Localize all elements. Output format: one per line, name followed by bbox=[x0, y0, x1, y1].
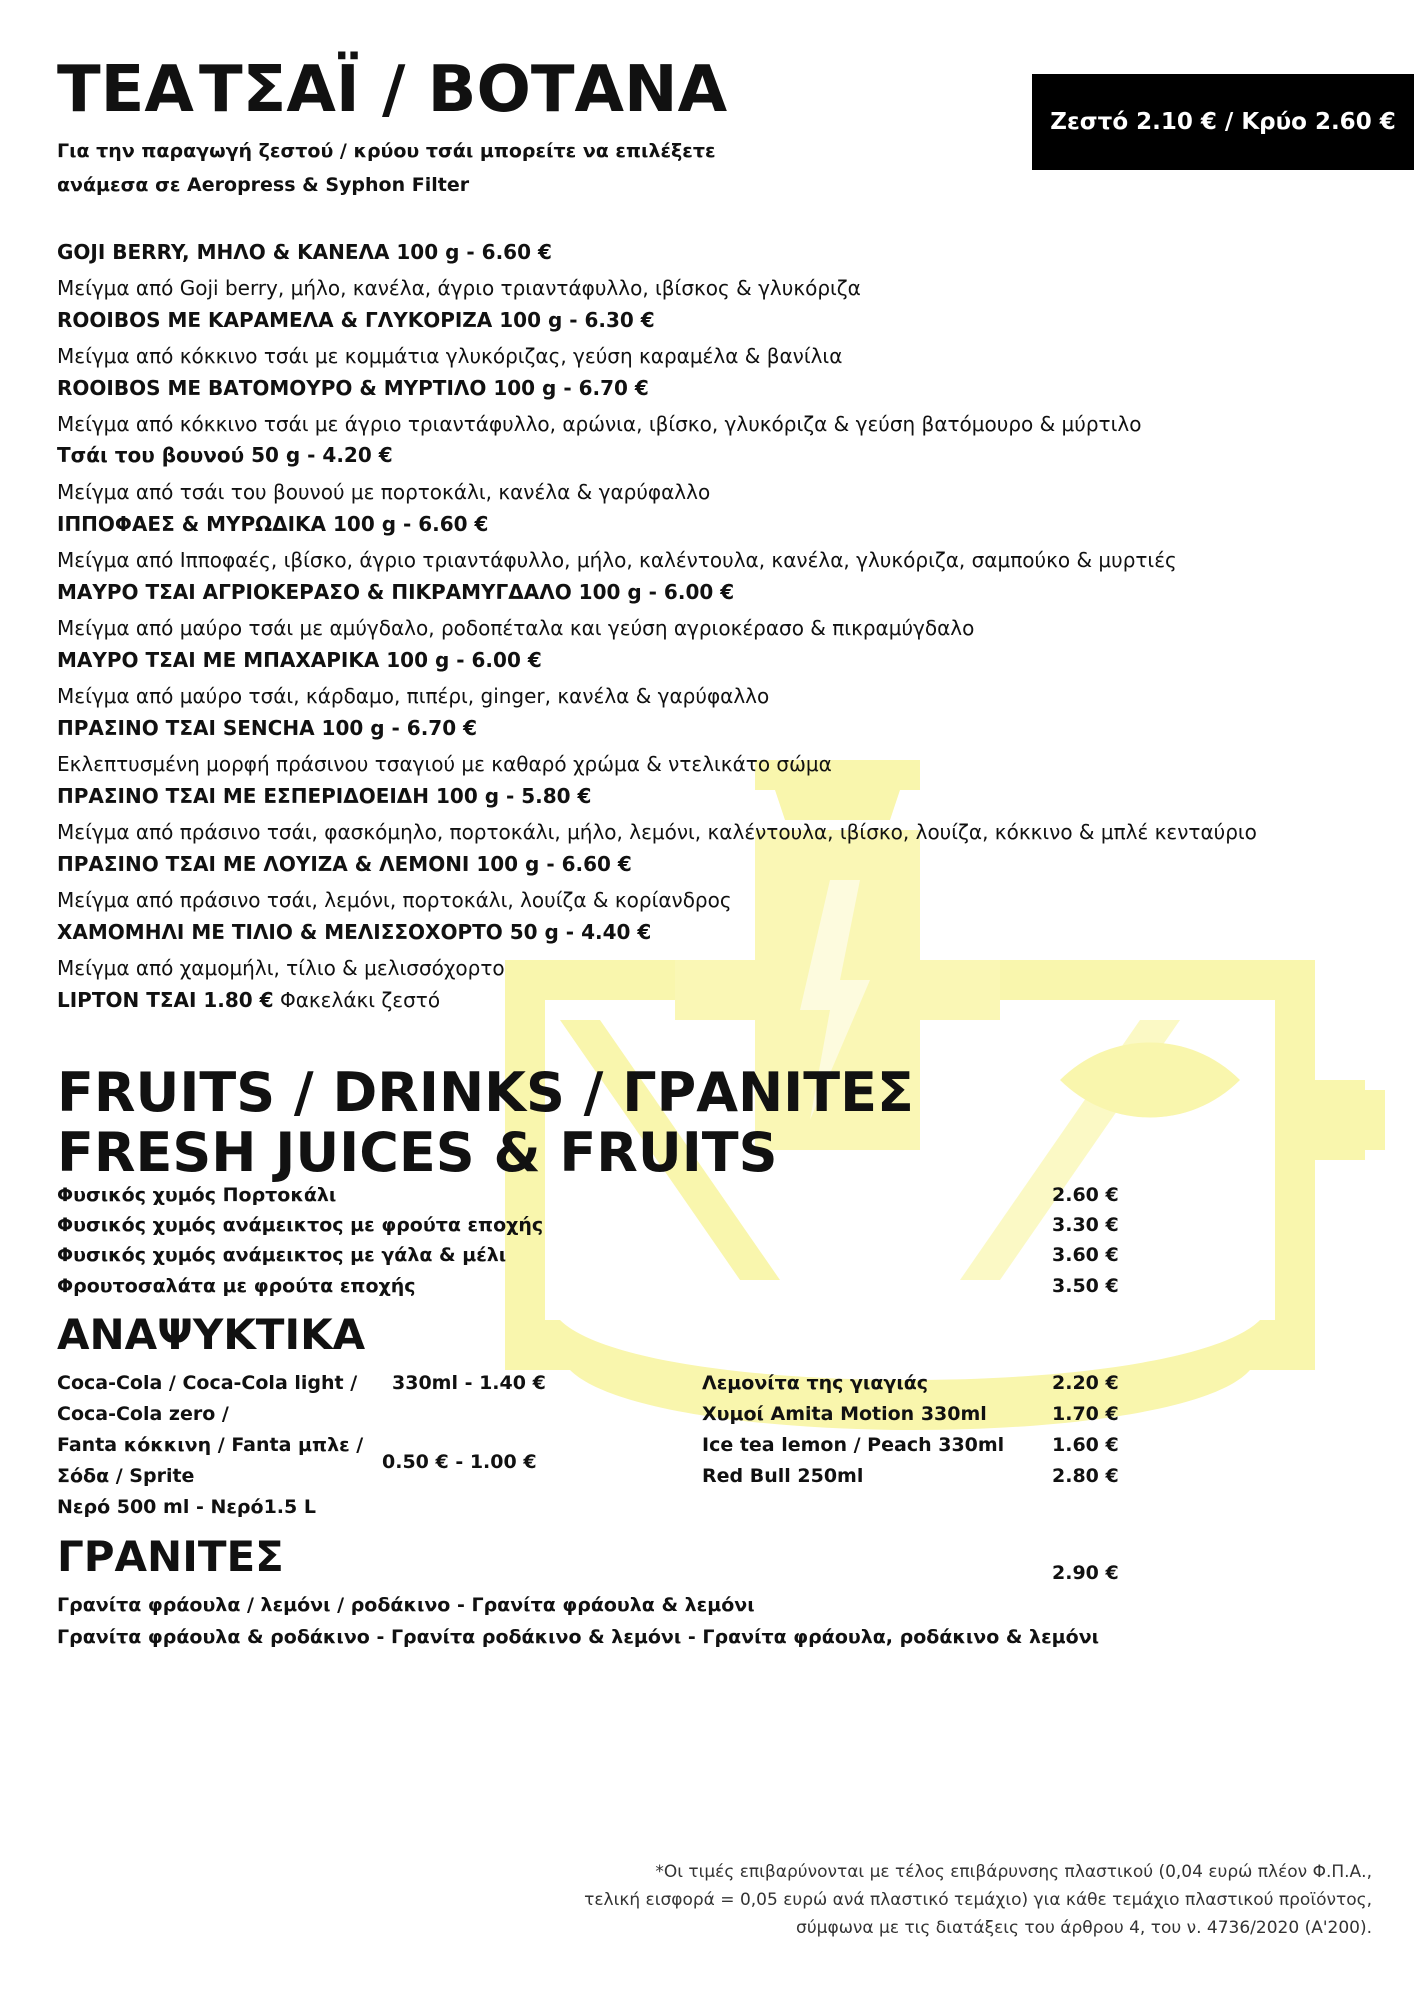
tea-item-name: ΠΡΑΣΙΝΟ ΤΣΑΙ SENCHA 100 g - 6.70 € bbox=[57, 716, 478, 740]
tea-heading bbox=[57, 53, 728, 127]
tea-item-desc: Μείγμα από τσάι του βουνού με πορτοκάλι, κανέλα & γαρύφαλλο bbox=[57, 480, 711, 504]
tea-subtitle: ΤΣΑΪ / ΒΟΤΑΝΑ bbox=[199, 53, 728, 127]
soft-left-line: Coca-Cola zero / bbox=[57, 1403, 229, 1425]
tea-intro-line1: Για την παραγωγή ζεστού / κρύου τσάι μπορείτε να επιλέξετε bbox=[57, 140, 716, 162]
soft-right-price: 2.80 € bbox=[1052, 1465, 1119, 1487]
fruit-item-name: Φυσικός χυμός ανάμεικτος με γάλα & μέλι bbox=[57, 1244, 507, 1266]
tea-item-name: Τσάι του βουνού 50 g - 4.20 € bbox=[57, 443, 393, 467]
granita-line1: Γρανίτα φράουλα / λεμόνι / ροδάκινο - Γρανίτα φράουλα & λεμόνι bbox=[57, 1594, 755, 1616]
soft-right-name: Red Bull 250ml bbox=[702, 1465, 864, 1487]
soft-right-name: Ice tea lemon / Peach 330ml bbox=[702, 1434, 1005, 1456]
tea-item-desc: Μείγμα από Goji berry, μήλο, κανέλα, άγριο τριαντάφυλλο, ιβίσκος & γλυκόριζα bbox=[57, 276, 861, 300]
tea-item-desc: Εκλεπτυσμένη μορφή πράσινου τσαγιού με καθαρό χρώμα & ντελικάτο σώμα bbox=[57, 752, 832, 776]
soft-right-price: 1.60 € bbox=[1052, 1434, 1119, 1456]
soft-left-line: Coca-Cola / Coca-Cola light / bbox=[57, 1372, 358, 1394]
soft-left-line: Νερό 500 ml - Νερό1.5 L bbox=[57, 1496, 316, 1518]
lipton-name: LIPTON ΤΣΑΙ 1.80 € bbox=[57, 988, 274, 1012]
soft-right-price: 2.20 € bbox=[1052, 1372, 1119, 1394]
fanta-price: 0.50 € - 1.00 € bbox=[382, 1451, 537, 1473]
tea-item-name: ROOIBOS ΜΕ ΚΑΡΑΜΕΛΑ & ΓΛΥΚΟΡΙΖΑ 100 g - 6.30 € bbox=[57, 308, 655, 332]
footnote-line1: *Οι τιμές επιβαρύνονται με τέλος επιβάρυνσης πλαστικού (0,04 ευρώ πλέον Φ.Π.Α., bbox=[655, 1862, 1372, 1882]
footnote-line3: σύμφωνα με τις διατάξεις του άρθρου 4, του ν. 4736/2020 (Α'200). bbox=[796, 1918, 1372, 1938]
cola-price: 330ml - 1.40 € bbox=[392, 1372, 546, 1394]
fruit-item-price: 2.60 € bbox=[1052, 1184, 1119, 1206]
tea-item-desc: Μείγμα από χαμομήλι, τίλιο & μελισσόχορτο bbox=[57, 956, 505, 980]
lipton-desc: Φακελάκι ζεστό bbox=[279, 988, 441, 1012]
soft-right-name: Λεμονίτα της γιαγιάς bbox=[702, 1372, 929, 1394]
tea-item-name: GOJI BERRY, ΜΗΛΟ & ΚΑΝΕΛΑ 100 g - 6.60 € bbox=[57, 240, 552, 264]
soft-drinks-title: ΑΝΑΨΥΚΤΙΚΑ bbox=[57, 1310, 366, 1359]
granita-line2: Γρανίτα φράουλα & ροδάκινο - Γρανίτα ροδάκινο & λεμόνι - Γρανίτα φράουλα, ροδάκινο & λεμόνι bbox=[57, 1626, 1100, 1648]
tea-intro-line2: ανάμεσα σε Aeropress & Syphon Filter bbox=[57, 174, 470, 196]
tea-item-name: ΜΑΥΡΟ ΤΣΑΙ ΜΕ ΜΠΑΧΑΡΙΚΑ 100 g - 6.00 € bbox=[57, 648, 542, 672]
fruit-item-price: 3.60 € bbox=[1052, 1244, 1119, 1266]
soft-left-line: Σόδα / Sprite bbox=[57, 1465, 195, 1487]
tea-item-desc: Μείγμα από μαύρο τσάι με αμύγδαλο, ροδοπέταλα και γεύση αγριοκέρασο & πικραμύγδαλο bbox=[57, 616, 975, 640]
tea-item-name: ΙΠΠΟΦΑΕΣ & ΜΥΡΩΔΙΚΑ 100 g - 6.60 € bbox=[57, 512, 489, 536]
tea-item-desc: Μείγμα από κόκκινο τσάι με άγριο τριαντάφυλλο, αρώνια, ιβίσκο, γλυκόριζα & γεύση βατόμουρο & μύρτιλο bbox=[57, 412, 1142, 436]
tea-item-name: ROOIBOS ΜΕ ΒΑΤΟΜΟΥΡΟ & ΜΥΡΤΙΛΟ 100 g - 6.70 € bbox=[57, 376, 649, 400]
fruit-item-name: Φυσικός χυμός Πορτοκάλι bbox=[57, 1184, 337, 1206]
tea-item-name: ΧΑΜΟΜΗΛΙ ΜΕ ΤΙΛΙΟ & ΜΕΛΙΣΣΟΧΟΡΤΟ 50 g - 4.40 € bbox=[57, 920, 652, 944]
tea-item-name: ΠΡΑΣΙΝΟ ΤΣΑΙ ΜΕ ΕΣΠΕΡΙΔΟΕΙΔΗ 100 g - 5.80 € bbox=[57, 784, 592, 808]
tea-title: TEA bbox=[57, 53, 194, 127]
granita-price: 2.90 € bbox=[1052, 1562, 1119, 1584]
tea-item-desc: Μείγμα από Ιπποφαές, ιβίσκο, άγριο τριαντάφυλλο, μήλο, καλέντουλα, κανέλα, γλυκόριζα, σαμπούκο & μυρτιές bbox=[57, 548, 1177, 572]
fruit-item-name: Φρουτοσαλάτα με φρούτα εποχής bbox=[57, 1275, 416, 1297]
soft-left-line: Fanta κόκκινη / Fanta μπλε / bbox=[57, 1434, 364, 1456]
fruit-item-name: Φυσικός χυμός ανάμεικτος με φρούτα εποχής bbox=[57, 1214, 544, 1236]
fresh-juices-title: FRESH JUICES & FRUITS bbox=[57, 1121, 778, 1184]
tea-item-name: ΜΑΥΡΟ ΤΣΑΙ ΑΓΡΙΟΚΕΡΑΣΟ & ΠΙΚΡΑΜΥΓΔΑΛΟ 100 g - 6.00 € bbox=[57, 580, 735, 604]
soft-right-price: 1.70 € bbox=[1052, 1403, 1119, 1425]
tea-item-name: ΠΡΑΣΙΝΟ ΤΣΑΙ ΜΕ ΛΟΥΙΖΑ & ΛΕΜΟΝΙ 100 g - 6.60 € bbox=[57, 852, 632, 876]
fruit-item-price: 3.50 € bbox=[1052, 1275, 1119, 1297]
tea-item-desc: Μείγμα από κόκκινο τσάι με κομμάτια γλυκόριζας, γεύση καραμέλα & βανίλια bbox=[57, 344, 843, 368]
soft-right-name: Χυμοί Amita Motion 330ml bbox=[702, 1403, 987, 1425]
tea-item-desc: Μείγμα από πράσινο τσάι, λεμόνι, πορτοκάλι, λουίζα & κορίανδρος bbox=[57, 888, 732, 912]
tea-price-badge: Ζεστό 2.10 € / Κρύο 2.60 € bbox=[1032, 74, 1414, 170]
footnote-line2: τελική εισφορά = 0,05 ευρώ ανά πλαστικό τεμάχιο) για κάθε τεμάχιο πλαστικού προϊόντος, bbox=[584, 1890, 1372, 1910]
fruits-title: FRUITS / DRINKS / ΓΡΑΝΙΤΕΣ bbox=[57, 1061, 914, 1124]
tea-item-desc: Μείγμα από πράσινο τσάι, φασκόμηλο, πορτοκάλι, μήλο, λεμόνι, καλέντουλα, ιβίσκο, λουίζα, κόκκινο & μπλέ κενταύριο bbox=[57, 820, 1257, 844]
granita-title: ΓΡΑΝΙΤΕΣ bbox=[57, 1532, 284, 1581]
tea-item-desc: Μείγμα από μαύρο τσάι, κάρδαμο, πιπέρι, ginger, κανέλα & γαρύφαλλο bbox=[57, 684, 770, 708]
fruit-item-price: 3.30 € bbox=[1052, 1214, 1119, 1236]
lipton-row bbox=[57, 988, 440, 1012]
